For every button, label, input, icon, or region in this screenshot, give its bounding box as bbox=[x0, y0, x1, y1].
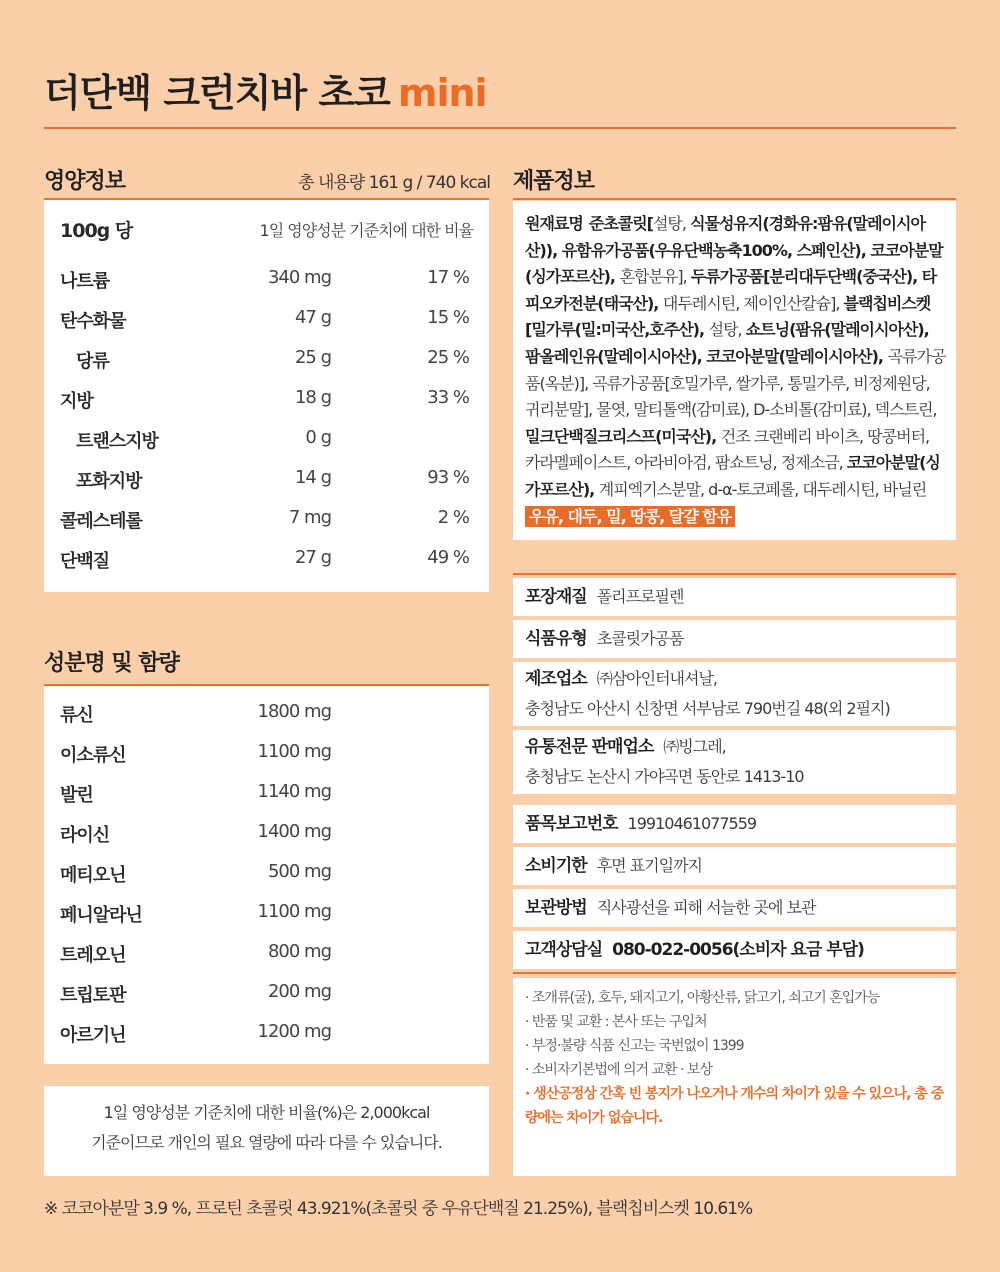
nutrient-percent: 17 % bbox=[427, 267, 469, 288]
raw-material-segment: 쇼트닝(팜유(말레이시아산), 팜올레인유(말레이시아산), 코코아분말(말레이시아산), bbox=[525, 320, 929, 366]
nutrient-percent: 33 % bbox=[427, 387, 469, 408]
ingredient-row bbox=[44, 701, 489, 731]
product-divider bbox=[513, 198, 956, 200]
nutrient-amount: 25 g bbox=[294, 347, 331, 368]
notice-warning: · 생산공정상 간혹 빈 봉지가 나오거나 개수의 차이가 있을 수 있으나, 총 중량에는 차이가 없습니다. bbox=[525, 1086, 944, 1126]
food-type-row bbox=[513, 620, 956, 658]
packaging-row bbox=[513, 578, 956, 616]
nutrition-header-row bbox=[44, 216, 489, 246]
nutrient-percent: 2 % bbox=[437, 507, 469, 528]
customer-label: 고객상담실 bbox=[525, 940, 603, 960]
customer-divider bbox=[513, 972, 956, 974]
ingredient-row bbox=[44, 941, 489, 971]
expiry-row bbox=[513, 847, 956, 885]
raw-material-segment: 블랙칩비스켓[밀가루(밀:미국산,호주산), bbox=[525, 293, 931, 340]
nutrient-name: 나트륨 bbox=[60, 271, 110, 292]
ingredient-name: 발린 bbox=[60, 785, 93, 806]
food-type-label: 식품유형 bbox=[525, 629, 587, 649]
dv-header: 1일 영양성분 기준치에 대한 비율 bbox=[259, 221, 473, 240]
nutrient-amount: 7 mg bbox=[288, 507, 331, 528]
storage-row bbox=[513, 889, 956, 927]
ingredient-amount: 1140 mg bbox=[257, 781, 331, 802]
nutrition-row bbox=[44, 347, 489, 377]
expiry-label: 소비기한 bbox=[525, 856, 587, 876]
raw-materials-label: 원재료명 bbox=[525, 214, 583, 233]
ingredient-row bbox=[44, 901, 489, 931]
nutrition-row bbox=[44, 547, 489, 577]
nutrient-name: 트랜스지방 bbox=[76, 431, 158, 452]
distributor-row bbox=[513, 730, 956, 794]
ingredient-name: 트립토판 bbox=[60, 985, 126, 1006]
ingredient-name: 류신 bbox=[60, 705, 93, 726]
product-heading: 제품정보 bbox=[513, 169, 595, 194]
distributor-value: ㈜빙그레, bbox=[663, 737, 726, 756]
raw-material-segment: 건조 크랜베리 바이츠, 땅콩버터, 카라멜페이스트, 아라비아검, 팜쇼트닝, 정제소금, bbox=[525, 426, 930, 473]
nutrient-name: 당류 bbox=[76, 351, 109, 372]
ingredient-amount: 1100 mg bbox=[257, 741, 331, 762]
storage-label: 보관방법 bbox=[525, 898, 587, 918]
storage-value: 직사광선을 피해 서늘한 곳에 보관 bbox=[596, 898, 816, 917]
manufacturer-row bbox=[513, 662, 956, 726]
raw-material-segment: 혼합분유], bbox=[619, 267, 691, 287]
ingredient-amount: 1200 mg bbox=[257, 1021, 331, 1042]
ingredient-amount: 800 mg bbox=[267, 941, 331, 962]
dv-note bbox=[44, 1086, 489, 1176]
ingredient-name: 라이신 bbox=[60, 825, 110, 846]
notice-item: · 부정·불량 식품 신고는 국번없이 1399 bbox=[525, 1038, 744, 1054]
expiry-value: 후면 표기일까지 bbox=[596, 856, 702, 875]
packaging-value: 폴리프로필렌 bbox=[596, 587, 684, 606]
nutrient-percent: 25 % bbox=[427, 347, 469, 368]
nutrient-amount: 14 g bbox=[294, 467, 331, 488]
ingredient-amount: 1400 mg bbox=[257, 821, 331, 842]
nutrient-name: 단백질 bbox=[60, 551, 110, 572]
nutrition-row bbox=[44, 507, 489, 537]
raw-material-segment: 계피엑기스분말, d-α-토코페롤, 대두레시틴, 바닐린 bbox=[598, 479, 927, 499]
raw-material-segment: 밀크단백질크리스프(미국산), bbox=[525, 426, 721, 446]
distributor-address: 충청남도 논산시 가야곡면 동안로 1413-10 bbox=[525, 767, 804, 786]
nutrition-row bbox=[44, 387, 489, 417]
report-no-label: 품목보고번호 bbox=[525, 814, 618, 834]
dv-note-line2: 기준이므로 개인의 필요 열량에 따라 다를 수 있습니다. bbox=[91, 1133, 442, 1152]
ingredient-amount: 500 mg bbox=[267, 861, 331, 882]
nutrient-name: 콜레스테롤 bbox=[60, 511, 142, 532]
raw-divider bbox=[513, 573, 956, 575]
nutrition-row bbox=[44, 267, 489, 297]
food-type-value: 초콜릿가공품 bbox=[596, 629, 684, 648]
manufacturer-address: 충청남도 아산시 신창면 서부남로 790번길 48(외 2필지) bbox=[525, 699, 890, 718]
report-no-row bbox=[513, 805, 956, 843]
nutrient-amount: 47 g bbox=[294, 307, 331, 328]
raw-material-segment: 준초콜릿[ bbox=[588, 214, 653, 233]
nutrition-row bbox=[44, 307, 489, 337]
customer-value: 080-022-0056(소비자 요금 부담) bbox=[612, 940, 864, 960]
footnote: ※ 코코아분말 3.9 %, 프로틴 초콜릿 43.921%(초콜릿 중 우유단백질 21.25%), 블랙칩비스켓 10.61% bbox=[44, 1199, 753, 1219]
ingredient-row bbox=[44, 861, 489, 891]
raw-materials-text bbox=[525, 214, 945, 499]
product-name: 더단백 크런치바 초코 bbox=[44, 71, 390, 115]
page-title bbox=[44, 62, 487, 117]
nutrition-row bbox=[44, 467, 489, 497]
dv-note-line1: 1일 영양성분 기준치에 대한 비율(%)은 2,000kcal bbox=[103, 1103, 430, 1122]
ingredient-amount: 200 mg bbox=[267, 981, 331, 1002]
nutrient-name: 지방 bbox=[60, 391, 93, 412]
notice-item: · 조개류(굴), 호두, 돼지고기, 아황산류, 닭고기, 쇠고기 혼입가능 bbox=[525, 990, 880, 1006]
ingredient-name: 페니알라닌 bbox=[60, 905, 142, 926]
nutrient-percent: 49 % bbox=[427, 547, 469, 568]
raw-material-segment: 설탕, bbox=[652, 214, 691, 233]
nutrient-amount: 18 g bbox=[294, 387, 331, 408]
ingredient-row bbox=[44, 781, 489, 811]
ingredient-name: 메티오닌 bbox=[60, 865, 126, 886]
nutrient-percent: 15 % bbox=[427, 307, 469, 328]
ingredients-table bbox=[44, 686, 489, 1064]
manufacturer-label: 제조업소 bbox=[525, 669, 587, 689]
raw-material-segment: 설탕, bbox=[708, 320, 746, 340]
ingredient-row bbox=[44, 741, 489, 771]
nutrition-row bbox=[44, 427, 489, 457]
raw-material-segment: 식물성유지(경화유:팜유(말레이시아산)), 유함유가공품(우유단백농축100%, 스페인산), 코코아분말(싱가포르산), bbox=[525, 214, 943, 287]
notice-item: · 반품 및 교환 : 본사 또는 구입처 bbox=[525, 1014, 707, 1030]
ingredient-name: 트레오닌 bbox=[60, 945, 126, 966]
ingredients-heading: 성분명 및 함량 bbox=[44, 651, 179, 676]
nutrient-amount: 340 mg bbox=[267, 267, 331, 288]
title-divider bbox=[44, 127, 956, 129]
ingredient-name: 이소류신 bbox=[60, 745, 126, 766]
raw-materials bbox=[513, 201, 956, 540]
report-no-value: 19910461077559 bbox=[627, 814, 757, 833]
ingredient-amount: 1100 mg bbox=[257, 901, 331, 922]
nutrition-total: 총 내용량 161 g / 740 kcal bbox=[298, 173, 490, 193]
nutrient-name: 포화지방 bbox=[76, 471, 142, 492]
notice-list bbox=[513, 978, 956, 1176]
raw-material-segment: 대두레시틴, 제이인산칼슘], bbox=[662, 293, 844, 313]
raw-material-segment: 두류가공품[분리대두단백(중국산), 타피오카전분(태국산), bbox=[525, 267, 937, 313]
nutrient-amount: 27 g bbox=[294, 547, 331, 568]
packaging-label: 포장재질 bbox=[525, 587, 587, 607]
nutrient-amount: 0 g bbox=[305, 427, 331, 448]
ingredient-name: 아르기닌 bbox=[60, 1025, 126, 1046]
ingredient-row bbox=[44, 981, 489, 1011]
allergen-badge: 우유, 대두, 밀, 땅콩, 달걀 함유 bbox=[525, 506, 735, 527]
ingredient-row bbox=[44, 1021, 489, 1051]
nutrient-name: 탄수화물 bbox=[60, 311, 126, 332]
ingredient-amount: 1800 mg bbox=[257, 701, 331, 722]
nutrient-percent: 93 % bbox=[427, 467, 469, 488]
notice-item: · 소비자기본법에 의거 교환 · 보상 bbox=[525, 1062, 712, 1078]
raw-material-segment: 코코아분말(싱가포르산), bbox=[525, 453, 940, 499]
raw-material-segment: 곡류가공품(옥분)], 곡류가공품[호밀가루, 쌀가루, 통밀가루, 비정제원당, 귀리분말], 물엿, 말티톨액(감미료), D-소비톨(감미료), 덱스트린, bbox=[525, 346, 946, 420]
manufacturer-value: ㈜삼아인터내셔날, bbox=[596, 669, 717, 688]
nutrition-heading: 영양정보 bbox=[44, 169, 126, 194]
product-name-accent: mini bbox=[397, 71, 487, 115]
per-label: 100g 당 bbox=[60, 220, 133, 242]
customer-row bbox=[513, 931, 956, 969]
ingredient-row bbox=[44, 821, 489, 851]
nutrition-table bbox=[44, 200, 489, 592]
distributor-label: 유통전문 판매업소 bbox=[525, 737, 654, 757]
